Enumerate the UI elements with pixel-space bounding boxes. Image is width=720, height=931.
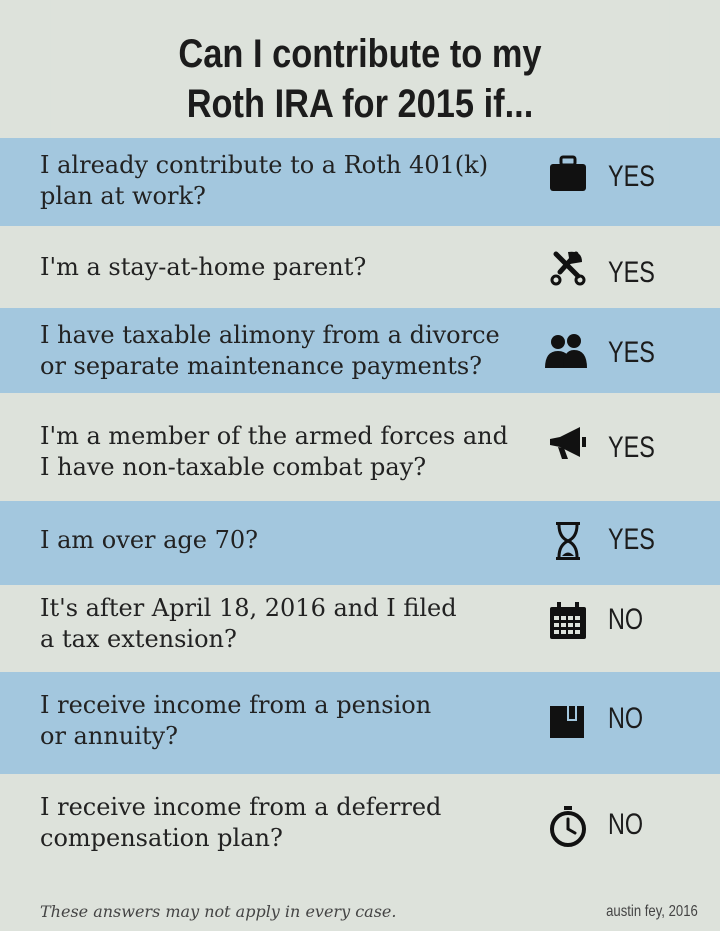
question-line-1: I'm a member of the armed forces and bbox=[40, 422, 508, 450]
question-row bbox=[0, 226, 720, 308]
question-row bbox=[0, 501, 720, 585]
wallet-icon bbox=[546, 698, 590, 742]
answer-label: YES bbox=[608, 336, 655, 369]
title-line-2: Roth IRA for 2015 if... bbox=[186, 82, 534, 126]
question-line-2: plan at work? bbox=[40, 182, 206, 210]
stroller-icon bbox=[546, 246, 590, 290]
question-text bbox=[40, 792, 530, 854]
question-line-2: or separate maintenance payments? bbox=[40, 352, 483, 380]
megaphone-icon bbox=[546, 421, 590, 465]
answer-label: YES bbox=[608, 256, 655, 289]
author-credit: austin fey, 2016 bbox=[606, 903, 698, 920]
question-line-2: compensation plan? bbox=[40, 824, 283, 852]
question-row bbox=[0, 774, 720, 888]
question-text bbox=[40, 150, 530, 212]
question-text bbox=[40, 320, 530, 382]
question-line-1: I have taxable alimony from a divorce bbox=[40, 321, 500, 349]
hourglass-icon bbox=[546, 519, 590, 563]
disclaimer-note: These answers may not apply in every case. bbox=[40, 902, 397, 921]
stopwatch-icon bbox=[546, 804, 590, 848]
question-line-1: I receive income from a deferred bbox=[40, 793, 442, 821]
infographic-title bbox=[50, 0, 669, 138]
question-row bbox=[0, 672, 720, 774]
question-line-2: or annuity? bbox=[40, 722, 178, 750]
answer-label: NO bbox=[608, 808, 644, 841]
question-text bbox=[40, 525, 530, 556]
question-line-1: I am over age 70? bbox=[40, 526, 259, 554]
question-line-2: I have non-taxable combat pay? bbox=[40, 453, 427, 481]
question-text bbox=[40, 593, 530, 655]
question-row bbox=[0, 393, 720, 501]
question-line-1: I already contribute to a Roth 401(k) bbox=[40, 151, 489, 179]
question-line-1: I receive income from a pension bbox=[40, 691, 432, 719]
answer-label: YES bbox=[608, 431, 655, 464]
question-row bbox=[0, 585, 720, 672]
calendar-icon bbox=[546, 599, 590, 643]
answer-label: YES bbox=[608, 160, 655, 193]
question-line-2: a tax extension? bbox=[40, 625, 237, 653]
question-line-1: It's after April 18, 2016 and I filed bbox=[40, 594, 457, 622]
answer-label: YES bbox=[608, 523, 655, 556]
question-text bbox=[40, 252, 530, 283]
title-line-1: Can I contribute to my bbox=[178, 32, 542, 76]
question-text bbox=[40, 690, 530, 752]
question-row bbox=[0, 308, 720, 393]
answer-label: NO bbox=[608, 702, 644, 735]
question-line-1: I'm a stay-at-home parent? bbox=[40, 253, 367, 281]
question-row bbox=[0, 138, 720, 226]
question-text bbox=[40, 421, 530, 483]
briefcase-icon bbox=[546, 152, 590, 196]
people-icon bbox=[544, 328, 588, 372]
answer-label: NO bbox=[608, 603, 644, 636]
